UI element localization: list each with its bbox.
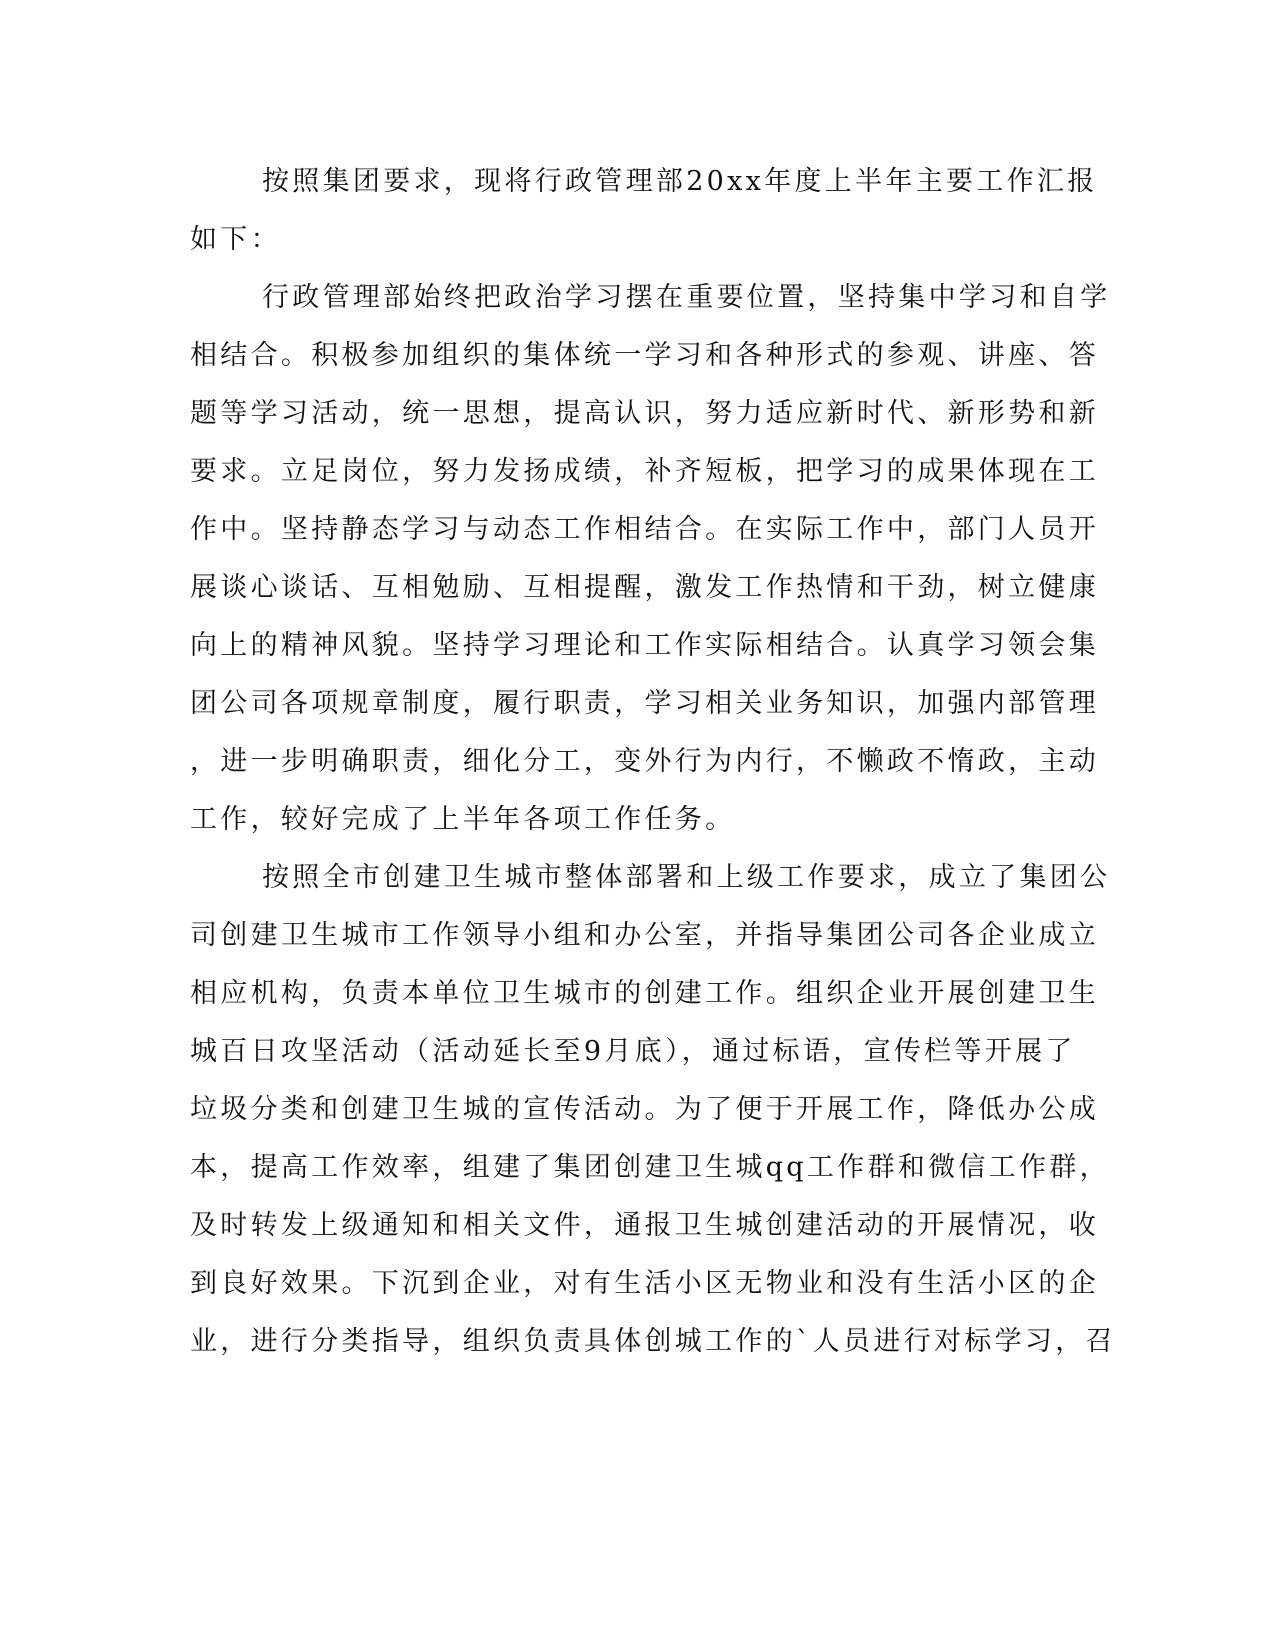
paragraph-line: 向上的精神风貌。坚持学习理论和工作实际相结合。认真学习领会集 <box>190 630 1099 661</box>
paragraph-line: 按照全市创建卫生城市整体部署和上级工作要求，成立了集团公 <box>262 862 1111 893</box>
paragraph-line: 本，提高工作效率，组建了集团创建卫生城qq工作群和微信工作群， <box>190 1152 1110 1183</box>
paragraph-line: 城百日攻坚活动（活动延长至9月底），通过标语，宣传栏等开展了 <box>190 1036 1076 1067</box>
paragraph-line: 相应机构，负责本单位卫生城市的创建工作。组织企业开展创建卫生 <box>190 978 1099 1009</box>
paragraph-line: 按照集团要求，现将行政管理部20xx年度上半年主要工作汇报 <box>262 166 1098 197</box>
paragraph-line: 展谈心谈话、互相勉励、互相提醒，激发工作热情和干劲，树立健康 <box>190 572 1099 603</box>
paragraph-line: 及时转发上级通知和相关文件，通报卫生城创建活动的开展情况，收 <box>190 1210 1099 1241</box>
paragraph-line: 业，进行分类指导，组织负责具体创城工作的`人员进行对标学习，召 <box>190 1326 1116 1357</box>
paragraph-line: 相结合。积极参加组织的集体统一学习和各种形式的参观、讲座、答 <box>190 340 1099 371</box>
paragraph-line: 作中。坚持静态学习与动态工作相结合。在实际工作中，部门人员开 <box>190 514 1099 545</box>
paragraph-line: 司创建卫生城市工作领导小组和办公室，并指导集团公司各企业成立 <box>190 920 1099 951</box>
paragraph-line: 题等学习活动，统一思想，提高认识，努力适应新时代、新形势和新 <box>190 398 1099 429</box>
paragraph-line: 行政管理部始终把政治学习摆在重要位置，坚持集中学习和自学 <box>262 282 1111 313</box>
paragraph-line: 到良好效果。下沉到企业，对有生活小区无物业和没有生活小区的企 <box>190 1268 1099 1299</box>
paragraph-line: 要求。立足岗位，努力发扬成绩，补齐短板，把学习的成果体现在工 <box>190 456 1099 487</box>
paragraph-line: ，进一步明确职责，细化分工，变外行为内行，不懒政不惰政，主动 <box>190 746 1099 777</box>
paragraph-line: 工作，较好完成了上半年各项工作任务。 <box>190 804 736 835</box>
paragraph-line: 垃圾分类和创建卫生城的宣传活动。为了便于开展工作，降低办公成 <box>190 1094 1099 1125</box>
paragraph-line: 如下： <box>190 224 281 255</box>
paragraph-line: 团公司各项规章制度，履行职责，学习相关业务知识，加强内部管理 <box>190 688 1099 719</box>
